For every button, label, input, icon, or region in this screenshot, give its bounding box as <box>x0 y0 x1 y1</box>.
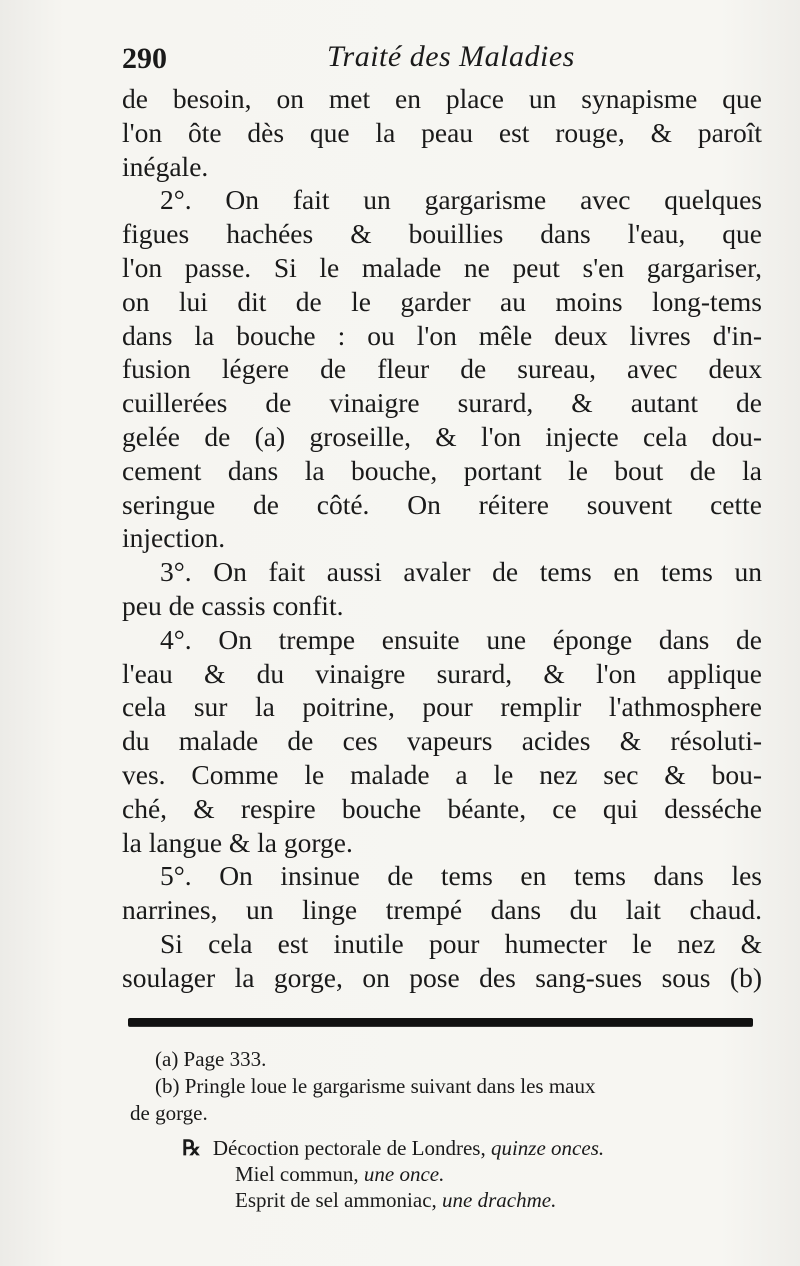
recipe-line <box>130 1135 760 1161</box>
recipe-quantity: quinze onces. <box>490 1136 605 1160</box>
text-line: inégale. <box>122 150 209 182</box>
text-line: gelée de (a) groseille, & l'on injecte cela dou- <box>122 420 762 452</box>
footnotes <box>130 1046 760 1213</box>
text-line: la langue & la gorge. <box>122 826 353 858</box>
text-line: cement dans la bouche, portant le bout de la <box>122 454 762 486</box>
footnote-rule <box>128 1018 753 1026</box>
recipe-ingredient: Esprit de sel ammoniac, <box>235 1188 437 1212</box>
footnote-b-line2: de gorge. <box>130 1101 208 1125</box>
text-line: seringue de côté. On réitere souvent cette <box>122 488 762 520</box>
text-line: injection. <box>122 522 226 554</box>
running-title: Traité des Maladies <box>327 40 575 73</box>
text-line: l'on ôte dès que la peau est rouge, & paroît <box>122 116 762 148</box>
footnote-a: (a) Page 333. <box>155 1047 267 1071</box>
page-header <box>122 38 762 86</box>
recipe <box>130 1135 760 1213</box>
text-line: fusion légere de fleur de sureau, avec deux <box>122 353 762 385</box>
text-line: 5°. On insinue de tems en tems dans les <box>160 860 762 892</box>
recipe-ingredient: Miel commun, <box>235 1162 359 1186</box>
text-line: soulager la gorge, on pose des sang-sues sous (b) <box>122 961 762 993</box>
recipe-ingredient: Décoction pectorale de Londres, <box>212 1136 486 1160</box>
text-line: l'on passe. Si le malade ne peut s'en gargariser, <box>122 251 762 283</box>
text-line: figues hachées & bouillies dans l'eau, que <box>122 218 762 250</box>
page-number: 290 <box>122 42 167 75</box>
text-line: on lui dit de le garder au moins long-tems <box>122 285 762 317</box>
text-line: cuillerées de vinaigre surard, & autant de <box>122 387 762 419</box>
recipe-quantity: une once. <box>363 1162 445 1186</box>
text-line: 4°. On trempe ensuite une éponge dans de <box>160 623 762 655</box>
text-line: l'eau & du vinaigre surard, & l'on applique <box>122 657 762 689</box>
text-line: peu de cassis confit. <box>122 589 344 621</box>
recipe-line <box>130 1187 760 1213</box>
text-line: narrines, un linge trempé dans du lait chaud. <box>122 894 762 926</box>
text-line: 2°. On fait un gargarisme avec quelques <box>160 184 762 216</box>
text-line: ché, & respire bouche béante, ce qui desséche <box>122 792 762 824</box>
footnote-b-line1: (b) Pringle loue le gargarisme suivant dans les maux <box>155 1074 596 1098</box>
text-line: de besoin, on met en place un synapisme que <box>122 83 762 114</box>
body-text <box>122 82 762 995</box>
text-line: Si cela est inutile pour humecter le nez & <box>160 927 762 959</box>
text-line: 3°. On fait aussi avaler de tems en tems un <box>160 556 762 588</box>
text-line: dans la bouche : ou l'on mêle deux livres d'in- <box>122 319 762 351</box>
text-line: ves. Comme le malade a le nez sec & bou- <box>122 758 762 790</box>
text-line: du malade de ces vapeurs acides & résoluti- <box>122 725 762 757</box>
recipe-line <box>130 1161 760 1187</box>
recipe-symbol-icon: ℞ <box>182 1136 201 1160</box>
text-line: cela sur la poitrine, pour remplir l'athmosphere <box>122 691 762 723</box>
recipe-quantity: une drachme. <box>442 1188 557 1212</box>
